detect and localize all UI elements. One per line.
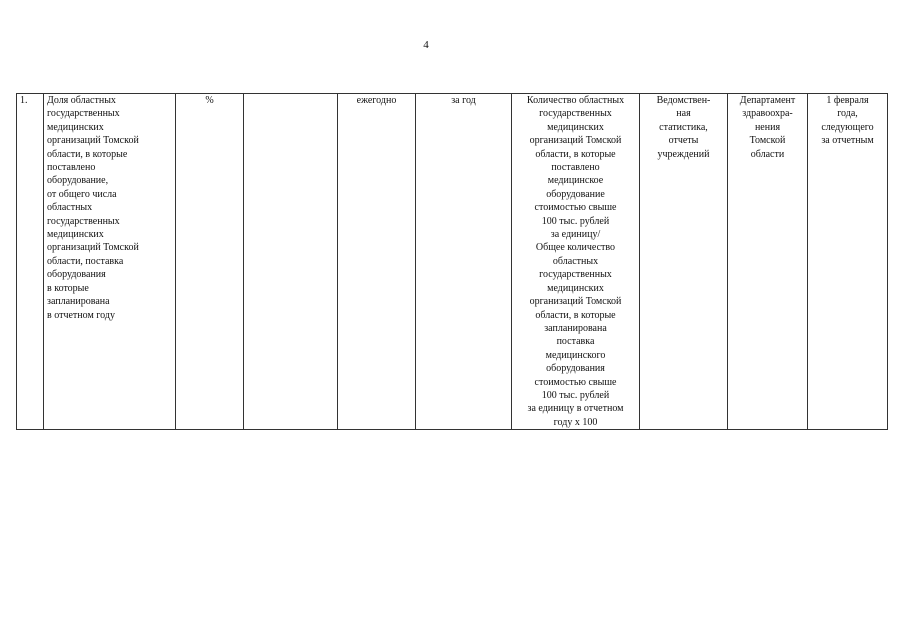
formula-cell: Количество областных государственных медицинских организаций Томской области, в которые поставлено медицинское оборудование стоимостью свыше 100 тыс. рублей за единицу/ Общее количество областных государственных медицинских организаций Томской области, в которые запланирована поставка медицинского оборудования стоимостью свыше 100 тыс. рублей за единицу в отчетном году х 100	[512, 94, 640, 430]
periodicity-cell: ежегодно	[338, 94, 416, 430]
indicator-table	[16, 93, 888, 430]
indicator-name-cell: Доля областных государственных медицинских организаций Томской области, в которые поставлено оборудование, от общего числа областных государственных медицинских организаций Томской области, поставка оборудования в которые запланирована в отчетном году	[44, 94, 176, 430]
row-number-cell: 1.	[17, 94, 44, 430]
deadline-cell: 1 февраля года, следующего за отчетным	[808, 94, 888, 430]
page-number: 4	[423, 39, 429, 51]
table-row	[17, 94, 888, 430]
responsible-cell: Департамент здравоохра- нения Томской области	[728, 94, 808, 430]
unit-cell: %	[176, 94, 244, 430]
data-source-cell: Ведомствен- ная статистика, отчеты учреждений	[640, 94, 728, 430]
interval-cell: за год	[416, 94, 512, 430]
empty-cell	[244, 94, 338, 430]
